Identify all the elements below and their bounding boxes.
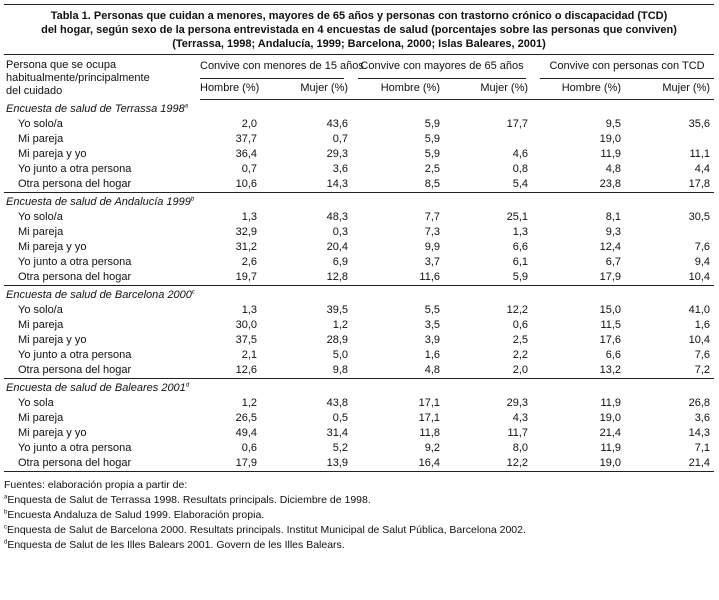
- row-label: Otra persona del hogar: [18, 271, 132, 283]
- table-cell: 14,3: [326, 178, 349, 190]
- row-label: Mi pareja: [18, 319, 64, 331]
- row-label: Yo solo/a: [18, 304, 63, 316]
- table-cell: 9,2: [424, 442, 441, 454]
- table-cell: 5,9: [512, 271, 529, 283]
- section-title: Encuesta de salud de Andalucía 1999: [6, 196, 191, 208]
- table-cell: 17,8: [688, 178, 711, 190]
- table-row: [4, 240, 714, 255]
- section-title-row: [4, 100, 714, 118]
- table-cell: 5,0: [332, 349, 349, 361]
- table-cell: 6,9: [332, 256, 349, 268]
- title-line-3: (Terrassa, 1998; Andalucía, 1999; Barcelona, 2000; Islas Baleares, 2001): [172, 38, 546, 50]
- table-cell: 30,0: [235, 319, 257, 331]
- table-cell: 4,6: [512, 148, 529, 160]
- table-cell: 49,4: [235, 427, 257, 439]
- table-cell: 7,6: [694, 349, 711, 361]
- data-table: [4, 55, 714, 472]
- row-label: Yo solo/a: [18, 118, 63, 130]
- table-cell: 23,8: [599, 178, 622, 190]
- table-cell: 19,0: [532, 456, 625, 472]
- table-cell: 7,3: [424, 226, 441, 238]
- col-header-mujer: Mujer (%): [625, 79, 714, 100]
- table-cell: [625, 225, 714, 240]
- table-row: [4, 348, 714, 363]
- row-label: Mi pareja: [18, 133, 64, 145]
- table-cell: 7,2: [694, 364, 711, 376]
- table-cell: 1,2: [332, 319, 349, 331]
- table-cell: 8,5: [424, 178, 441, 190]
- table-cell: 1,6: [424, 349, 441, 361]
- table-row: [4, 225, 714, 240]
- table-cell: 26,8: [688, 397, 711, 409]
- table-cell: 7,6: [694, 241, 711, 253]
- table-cell: 11,6: [419, 271, 441, 283]
- row-label: Mi pareja y yo: [18, 334, 87, 346]
- row-label: Mi pareja y yo: [18, 241, 87, 253]
- table-cell: 0,6: [241, 442, 257, 454]
- table-cell: 6,7: [605, 256, 622, 268]
- document-page: [4, 4, 714, 553]
- table-cell: 21,4: [599, 427, 622, 439]
- table-cell: 19,7: [235, 271, 257, 283]
- table-cell: 11,1: [689, 148, 711, 160]
- row-label: Otra persona del hogar: [4, 456, 200, 472]
- table-cell: 31,2: [235, 241, 257, 253]
- table-cell: 1,3: [241, 211, 257, 223]
- table-cell: 5,9: [424, 148, 441, 160]
- table-cell: 2,5: [424, 163, 441, 175]
- table-cell: 30,5: [688, 211, 711, 223]
- table-row: [4, 132, 714, 147]
- row-label: Yo junto a otra persona: [18, 163, 132, 175]
- table-cell: 4,8: [424, 364, 441, 376]
- table-cell: 12,6: [235, 364, 257, 376]
- table-cell: 11,9: [600, 148, 622, 160]
- group-header-menores: Convive con menores de 15 años: [200, 59, 344, 79]
- note-a: $^a$Enquesta de Salut de Terrassa 1998. Resultats principals. Diciembre de 1998.: [4, 494, 371, 506]
- table-cell: 9,8: [332, 364, 349, 376]
- table-cell: 29,3: [326, 148, 349, 160]
- section-title-row: [4, 193, 714, 211]
- table-row: [4, 456, 714, 472]
- row-label: Yo sola: [18, 397, 54, 409]
- table-cell: 17,6: [599, 334, 622, 346]
- table-cell: 9,9: [424, 241, 441, 253]
- table-cell: 10,4: [688, 334, 711, 346]
- table-cell: 4,4: [694, 163, 711, 175]
- section-title: Encuesta de salud de Baleares 2001: [6, 382, 186, 394]
- row-header-label: Persona que se ocupa habitualmente/principalmente del cuidado: [6, 59, 150, 97]
- section-footnote-mark: d: [185, 382, 190, 389]
- row-label: Otra persona del hogar: [18, 178, 132, 190]
- row-label: Mi pareja y yo: [18, 427, 87, 439]
- note-c: $^c$Enquesta de Salut de Barcelona 2000. Resultats principals. Institut Municipal de Salut Pública, Barcelona 2002.: [4, 524, 526, 536]
- table-row: [4, 147, 714, 162]
- section-title-row: [4, 379, 714, 397]
- table-row: [4, 117, 714, 132]
- table-cell: 11,9: [600, 397, 622, 409]
- table-cell: 7,7: [424, 211, 441, 223]
- col-header-mujer: Mujer (%): [257, 79, 352, 100]
- title-line-2: del hogar, según sexo de la persona entrevistada en 4 encuestas de salud (porcentajes sobre las personas que conviven): [41, 24, 677, 36]
- table-cell: 0,6: [512, 319, 529, 331]
- table-row: [4, 303, 714, 318]
- table-cell: 2,2: [512, 349, 529, 361]
- section-title: Encuesta de salud de Terrassa 1998: [6, 103, 185, 115]
- col-header-hombre: Hombre (%): [200, 79, 257, 100]
- table-cell: 17,1: [418, 397, 441, 409]
- table-cell: 9,5: [605, 118, 622, 130]
- table-cell: 26,5: [235, 412, 257, 424]
- table-cell: 2,0: [241, 118, 257, 130]
- table-cell: 8,1: [605, 211, 622, 223]
- table-cell: 1,3: [512, 226, 529, 238]
- table-cell: 3,7: [424, 256, 441, 268]
- table-cell: 43,8: [326, 397, 349, 409]
- col-header-hombre: Hombre (%): [532, 79, 625, 100]
- table-cell: 13,2: [599, 364, 622, 376]
- table-cell: 3,5: [424, 319, 441, 331]
- table-cell: 16,4: [352, 456, 444, 472]
- table-cell: 5,5: [424, 304, 441, 316]
- table-cell: 9,3: [605, 226, 622, 238]
- table-cell: 12,2: [506, 304, 529, 316]
- section-title: Encuesta de salud de Barcelona 2000: [6, 289, 192, 301]
- table-cell: 12,2: [444, 456, 532, 472]
- table-cell: 5,9: [424, 118, 441, 130]
- table-cell: 19,0: [599, 133, 622, 145]
- table-title: [4, 4, 714, 55]
- table-row: [4, 441, 714, 456]
- table-cell: 9,4: [694, 256, 711, 268]
- table-cell: 25,1: [506, 211, 529, 223]
- table-cell: 39,5: [326, 304, 349, 316]
- table-cell: 13,9: [257, 456, 352, 472]
- table-cell: 12,4: [599, 241, 622, 253]
- table-cell: 20,4: [326, 241, 349, 253]
- table-cell: 5,4: [512, 178, 529, 190]
- row-label: Mi pareja: [18, 226, 64, 238]
- row-label: Yo junto a otra persona: [18, 442, 132, 454]
- table-cell: 1,6: [694, 319, 711, 331]
- group-header-mayores: Convive con mayores de 65 años: [358, 59, 526, 79]
- table-cell: 15,0: [599, 304, 622, 316]
- table-cell: 37,5: [235, 334, 257, 346]
- table-cell: 2,6: [241, 256, 257, 268]
- row-label: Mi pareja y yo: [18, 148, 87, 160]
- row-label: Otra persona del hogar: [18, 364, 132, 376]
- table-cell: 11,8: [419, 427, 441, 439]
- table-cell: 11,5: [600, 319, 622, 331]
- table-cell: [444, 132, 532, 147]
- table-cell: [625, 132, 714, 147]
- table-row: [4, 318, 714, 333]
- table-cell: 4,8: [605, 163, 622, 175]
- table-cell: 35,6: [688, 118, 711, 130]
- table-cell: 4,3: [512, 412, 529, 424]
- table-row: [4, 177, 714, 193]
- table-cell: 0,7: [332, 133, 349, 145]
- table-row: [4, 210, 714, 225]
- table-cell: 14,3: [688, 427, 711, 439]
- row-label: Yo solo/a: [18, 211, 63, 223]
- col-header-mujer: Mujer (%): [444, 79, 532, 100]
- title-line-1: Tabla 1. Personas que cuidan a menores, mayores de 65 años y personas con trastorno crónico o discapacidad (TCD): [50, 10, 668, 22]
- table-cell: 0,5: [332, 412, 349, 424]
- row-label: Mi pareja: [18, 412, 64, 424]
- row-label: Yo junto a otra persona: [18, 349, 132, 361]
- table-cell: 19,0: [599, 412, 622, 424]
- group-header-tcd: Convive con personas con TCD: [540, 59, 714, 79]
- table-row: [4, 363, 714, 379]
- section-footnote-mark: b: [190, 196, 195, 203]
- table-cell: 2,0: [512, 364, 529, 376]
- table-cell: 17,9: [599, 271, 622, 283]
- table-cell: 36,4: [235, 148, 257, 160]
- table-cell: 37,7: [235, 133, 257, 145]
- section-footnote-mark: c: [191, 289, 195, 296]
- table-cell: 5,2: [332, 442, 349, 454]
- table-cell: 6,1: [512, 256, 529, 268]
- note-d: $^d$Enquesta de Salut de les Illes Balears 2001. Govern de les Illes Balears.: [4, 539, 345, 551]
- table-row: [4, 162, 714, 177]
- table-cell: 3,6: [332, 163, 349, 175]
- table-row: [4, 411, 714, 426]
- table-cell: 17,9: [200, 456, 257, 472]
- table-cell: 21,4: [625, 456, 714, 472]
- table-row: [4, 333, 714, 348]
- table-cell: 0,8: [512, 163, 529, 175]
- table-cell: 28,9: [326, 334, 349, 346]
- table-cell: 17,1: [418, 412, 441, 424]
- note-b: $^b$Encuesta Andaluza de Salud 1999. Elaboración propia.: [4, 509, 265, 521]
- table-cell: 41,0: [688, 304, 711, 316]
- table-cell: 5,9: [424, 133, 441, 145]
- table-cell: 29,3: [506, 397, 529, 409]
- table-row: [4, 396, 714, 411]
- table-cell: 10,6: [235, 178, 257, 190]
- table-cell: 12,8: [326, 271, 349, 283]
- notes-intro: Fuentes: elaboración propia a partir de:: [4, 479, 188, 491]
- row-label: Yo junto a otra persona: [18, 256, 132, 268]
- table-cell: 17,7: [506, 118, 529, 130]
- table-cell: 32,9: [235, 226, 257, 238]
- table-notes: [4, 478, 714, 553]
- table-cell: 1,2: [241, 397, 257, 409]
- table-cell: 6,6: [512, 241, 529, 253]
- section-footnote-mark: a: [184, 103, 189, 110]
- table-cell: 3,9: [424, 334, 441, 346]
- table-row: [4, 426, 714, 441]
- table-cell: 43,6: [326, 118, 349, 130]
- table-cell: 3,6: [694, 412, 711, 424]
- table-row: [4, 270, 714, 286]
- table-row: [4, 255, 714, 270]
- table-cell: 10,4: [688, 271, 711, 283]
- table-cell: 2,1: [241, 349, 257, 361]
- table-cell: 48,3: [326, 211, 349, 223]
- table-cell: 6,6: [605, 349, 622, 361]
- col-header-hombre: Hombre (%): [352, 79, 444, 100]
- table-cell: 0,7: [241, 163, 257, 175]
- section-title-row: [4, 286, 714, 304]
- table-cell: 7,1: [694, 442, 711, 454]
- table-cell: 8,0: [512, 442, 529, 454]
- table-cell: 2,5: [512, 334, 529, 346]
- table-cell: 11,9: [600, 442, 622, 454]
- table-cell: 31,4: [326, 427, 349, 439]
- table-cell: 11,7: [507, 427, 529, 439]
- table-cell: 1,3: [241, 304, 257, 316]
- table-cell: 0,3: [332, 226, 349, 238]
